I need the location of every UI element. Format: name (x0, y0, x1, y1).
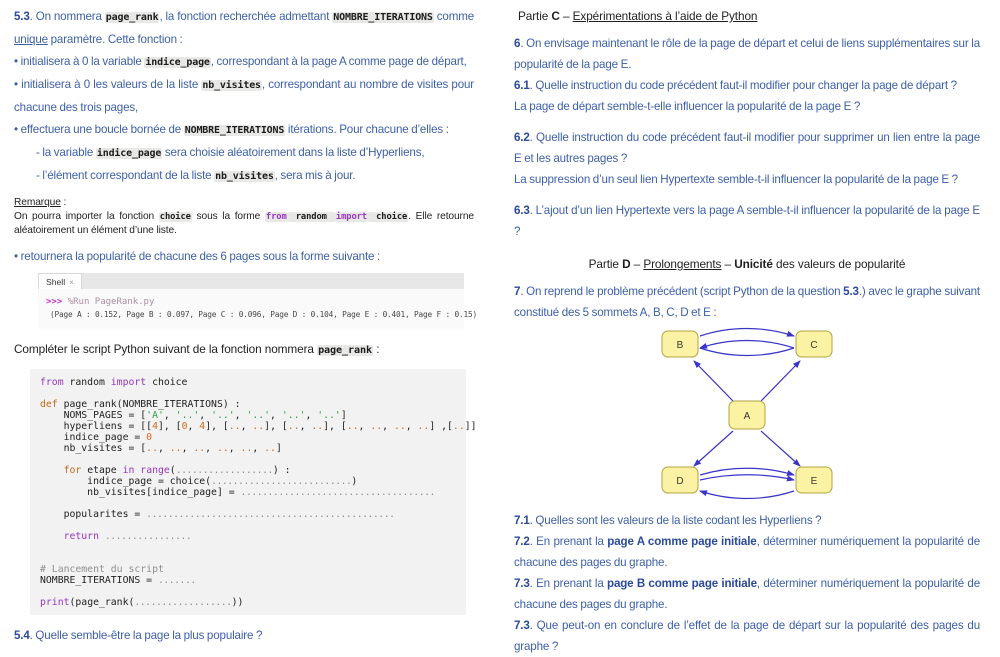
completer-script-instruction: Compléter le script Python suivant de la fonction nommera page_rank : (14, 342, 380, 356)
graph-node-b (662, 331, 698, 357)
code-line (40, 542, 466, 553)
bullet-retournera-popularite: • retournera la popularité de chacune des 6 pages sous la forme suivante : (14, 250, 381, 263)
shell-screenshot (38, 273, 477, 329)
code-line: print(page_rank(..................)) (40, 597, 244, 608)
code-line (40, 586, 466, 597)
code-line: indice_page = 0 (40, 432, 153, 443)
edge-a-to-d (694, 431, 733, 466)
graph-node-c-label: C (810, 340, 818, 351)
edge-e-to-d (700, 491, 794, 499)
remark-title: Remarque : (14, 197, 67, 208)
shell-output-area (38, 289, 477, 329)
question-54: 5.4. Quelle semble-être la page la plus populaire ? (14, 629, 263, 642)
graph-node-e (796, 467, 832, 493)
shell-command-line (46, 296, 456, 309)
shell-tab-label: Shell (46, 277, 66, 287)
remark-block (14, 196, 474, 238)
right-column (500, 0, 1000, 653)
code-line: def page_rank(NOMBRE_ITERATIONS) : (40, 399, 241, 410)
code-line: return ................ (63, 531, 192, 542)
shell-prompt: >>> (46, 297, 68, 307)
shell-tab-bar (38, 273, 464, 289)
question-53-intro: 5.3. On nommera page_rank, la fonction recherchée admettant NOMBRE_ITERATIONS comme unique paramètre. Cette fonction : (14, 10, 475, 46)
code-line (40, 553, 466, 564)
python-script-block (30, 369, 477, 615)
graph-node-b-label: B (676, 340, 684, 351)
code-line: nb_visites[indice_page] = .................................... (40, 487, 435, 498)
question-72: 7.2. En prenant la page A comme page initiale, déterminer numériquement la popularité de chacune des pages du graphe. (514, 535, 980, 569)
shell-result-line: (Page A : 0.152, Page B : 0.097, Page C : 0.096, Page D : 0.104, Page E : 0.401, Page F : 0.15) (50, 310, 477, 319)
shell-tab (38, 273, 82, 289)
code-line (40, 498, 466, 509)
question-63: 6.3. L’ajout d’un lien Hypertexte vers la page A semble-t-il influencer la popularité de la page E ? (514, 204, 980, 238)
edge-c-to-b (700, 341, 794, 349)
code-line: nb_visites = [.., .., .., .., .., ..] (40, 443, 282, 454)
subbullet-nb-visites: - l’élément correspondant de la liste nb_visites, sera mis à jour. (36, 169, 356, 182)
question-73: 7.3. En prenant la page B comme page initiale, déterminer numériquement la popularité de chacune des pages du graphe. (514, 577, 980, 611)
graph-node-d-label: D (676, 476, 684, 487)
question-7: 7. On reprend le problème précédent (script Python de la question 5.3.) avec le graphe suivant constitué des 5 sommets A, B, C, D et E : (514, 285, 981, 319)
bullet-init-nb-visites: • initialisera à 0 les valeurs de la liste nb_visites, correspondant au nombre de visites pour chacune des trois pages, (14, 78, 474, 114)
question-6: 6. On envisage maintenant le rôle de la page de départ et celui de liens supplémentaires sur la popularité de la page E. (514, 37, 980, 71)
question-61: 6.1. Quelle instruction du code précédent faut-il modifier pour changer la page de départ ? (514, 79, 957, 92)
graph-node-d (662, 467, 698, 493)
edge-b-to-c (700, 329, 794, 337)
bullet-init-indice-page: • initialisera à 0 la variable indice_page, correspondant à la page A comme page de départ, (14, 55, 467, 68)
code-line (40, 388, 466, 399)
hyperlink-graph (514, 325, 980, 506)
code-line: popularites = .............................................. (40, 509, 395, 520)
graph-node-a-label: A (743, 411, 751, 422)
graph-node-c (796, 331, 832, 357)
subbullet-indice-page: - la variable indice_page sera choisie aléatoirement dans la liste d’Hyperliens, (36, 146, 425, 159)
code-line: for etape in range(..................) : (63, 465, 291, 476)
shell-run-command: %Run PageRank.py (67, 297, 155, 307)
edge-d-to-e-lower (700, 475, 794, 480)
question-73-bis: 7.3. Que peut-on en conclure de l’effet de la page de départ sur la popularité des pages du graphe ? (514, 619, 980, 653)
question-62-suite: La suppression d’un seul lien Hypertexte semble-t-il influencer la popularité de la page E ? (514, 173, 958, 186)
graph-node-e-label: E (810, 476, 818, 487)
code-line: from random import choice (40, 377, 188, 388)
code-line: # Lancement du script (40, 564, 164, 575)
code-line: NOMS_PAGES = ['A', '..', '..', '..', '..', '..'] (40, 410, 347, 421)
edge-a-to-b (694, 361, 733, 401)
edge-a-to-c (761, 361, 800, 401)
graph-node-a (729, 401, 765, 429)
question-61-suite: La page de départ semble-t-elle influencer la popularité de la page E ? (514, 100, 861, 113)
code-line (40, 520, 466, 531)
code-line: hyperliens = [[4], [0, 4], [.., ..], [.., ..], [.., .., .., ..] ,[..]] (40, 421, 477, 432)
code-line: NOMBRE_ITERATIONS = ....... (40, 575, 196, 586)
partie-c-header: Partie C – Expérimentations à l’aide de Python (518, 9, 758, 23)
partie-d-header: Partie D – Prolongements – Unicité des valeurs de popularité (588, 257, 906, 271)
question-62: 6.2. Quelle instruction du code précédent faut-il modifier pour supprimer un lien entre la page E et les autres pages ? (514, 131, 980, 165)
code-line: indice_page = choice(..........................) (40, 476, 358, 487)
left-column (0, 0, 500, 649)
close-icon: × (69, 277, 74, 287)
code-line (40, 454, 466, 465)
question-71: 7.1. Quelles sont les valeurs de la liste codant les Hyperliens ? (514, 514, 822, 527)
edge-a-to-e (761, 431, 800, 466)
edge-c-to-b-lower (700, 348, 794, 356)
graph-svg (622, 325, 872, 501)
bullet-boucle-bornee: • effectuera une boucle bornée de NOMBRE_ITERATIONS itérations. Pour chacune d’elles : (14, 123, 449, 136)
remark-body: On pourra importer la fonction choice sous la forme from random import choice. Elle retourne aléatoirement un élément d’une liste. (14, 211, 474, 236)
